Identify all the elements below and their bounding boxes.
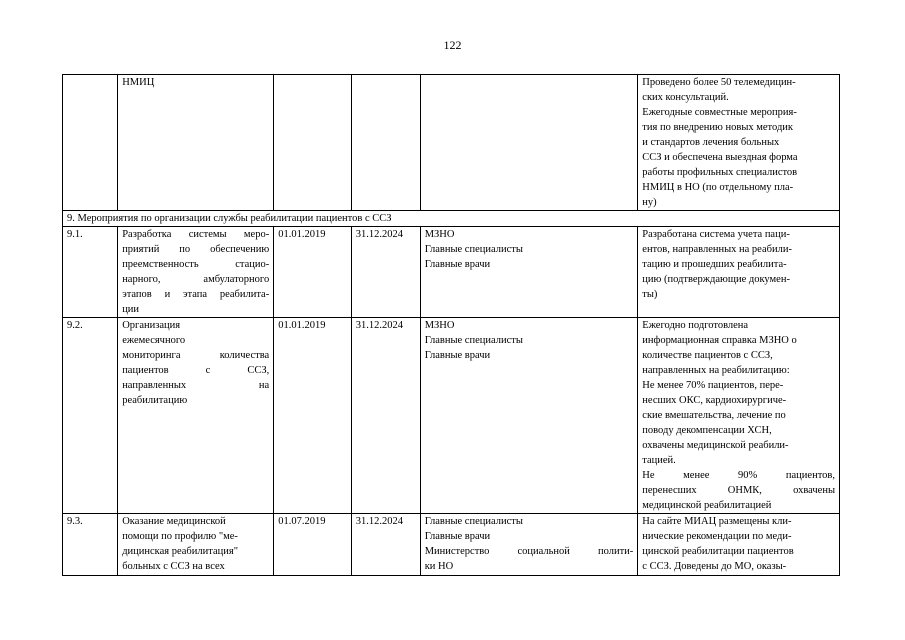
cell-result [638, 227, 840, 318]
table-row-continuation [63, 75, 840, 211]
result-line: Ежегодно подготовлена [642, 320, 749, 331]
cell-name [118, 318, 274, 514]
name-line: нарного, амбулаторного [122, 274, 270, 285]
result-line: НМИЦ в НО (по отдельному пла- [642, 182, 794, 193]
name-line: дицинская реабилитация" [122, 546, 238, 557]
name-line: направленных на [122, 380, 270, 391]
name-line: приятий по обеспечению [122, 244, 270, 255]
result-line: тия по внедрению новых методик [642, 122, 794, 133]
cell-executors [420, 318, 638, 514]
result-line: работы профильных специалистов [642, 167, 798, 178]
page-number: 122 [443, 38, 462, 52]
cell-name [118, 514, 274, 576]
name-line: ции [122, 304, 140, 315]
name-line: мониторинга количества [122, 350, 270, 361]
executor-line: Главные специалисты [424, 335, 523, 346]
result-line: тацией. [642, 455, 676, 466]
result-line: Не менее 70% пациентов, пере- [642, 380, 784, 391]
name-line: помощи по профилю "ме- [122, 531, 238, 542]
table-row-9-3 [63, 514, 840, 576]
section-heading: 9. Мероприятия по организации службы реабилитации пациентов с ССЗ [63, 211, 840, 227]
name-line: преемственность стацио- [122, 259, 270, 270]
result-line: Ежегодные совместные мероприя- [642, 107, 797, 118]
result-line: информационная справка МЗНО о [642, 335, 797, 346]
executor-line: Главные специалисты [424, 516, 523, 527]
result-line: несших ОКС, кардиохирургиче- [642, 395, 787, 406]
cell-result [638, 514, 840, 576]
cell-num [63, 75, 118, 211]
result-line: цинской реабилитации пациентов [642, 546, 794, 557]
cell-executors [420, 514, 638, 576]
name-line: ежемесячного [122, 335, 186, 346]
result-line: Не менее 90% пациентов, [642, 470, 835, 481]
name-line: реабилитацию [122, 395, 188, 406]
result-line: ну) [642, 197, 657, 208]
name-line: этапов и этапа реабилита- [122, 289, 270, 300]
cell-executors [420, 75, 638, 211]
cell-end: 31.12.2024 [351, 318, 420, 514]
cell-num: 9.3. [63, 514, 118, 576]
name-line: Организация [122, 320, 181, 331]
result-line: нические рекомендации по меди- [642, 531, 792, 542]
cell-result [638, 318, 840, 514]
section-heading-row [63, 211, 840, 227]
result-line: На сайте МИАЦ размещены кли- [642, 516, 792, 527]
cell-start: 01.07.2019 [274, 514, 351, 576]
executor-line: Главные врачи [424, 350, 491, 361]
result-line: охвачены медицинской реабили- [642, 440, 789, 451]
result-line: медицинской реабилитацией [642, 500, 772, 511]
table-row-9-2 [63, 318, 840, 514]
cell-end: 31.12.2024 [351, 514, 420, 576]
cell-start: 01.01.2019 [274, 227, 351, 318]
name-line: Оказание медицинской [122, 516, 226, 527]
name-line: Разработка системы меро- [122, 229, 270, 240]
cell-name-text: НМИЦ [122, 77, 155, 88]
executor-line: ки НО [424, 561, 454, 572]
result-line: направленных на реабилитацию: [642, 365, 790, 376]
name-line: больных с ССЗ на всех [122, 561, 225, 572]
result-line: ских консультаций. [642, 92, 729, 103]
cell-end [351, 75, 420, 211]
executor-line: МЗНО [424, 320, 455, 331]
result-line: поводу декомпенсации ХСН, [642, 425, 772, 436]
cell-name [118, 227, 274, 318]
cell-end: 31.12.2024 [351, 227, 420, 318]
result-line: с ССЗ. Доведены до МО, оказы- [642, 561, 787, 572]
cell-name [118, 75, 274, 211]
result-line: ты) [642, 289, 658, 300]
cell-start [274, 75, 351, 211]
result-line: ССЗ и обеспечена выездная форма [642, 152, 798, 163]
executor-line: Главные специалисты [424, 244, 523, 255]
cell-num: 9.2. [63, 318, 118, 514]
cell-num: 9.1. [63, 227, 118, 318]
executor-line: Главные врачи [424, 531, 491, 542]
result-line: Разработана система учета паци- [642, 229, 790, 240]
result-line: тацию и прошедших реабилита- [642, 259, 787, 270]
result-line: и стандартов лечения больных [642, 137, 780, 148]
cell-executors [420, 227, 638, 318]
result-line: Проведено более 50 телемедицин- [642, 77, 796, 88]
executor-line: МЗНО [424, 229, 455, 240]
result-line: ентов, направленных на реабили- [642, 244, 792, 255]
cell-start: 01.01.2019 [274, 318, 351, 514]
executor-line: Министерство социальной полити- [424, 546, 634, 557]
result-line: цию (подтверждающие докумен- [642, 274, 790, 285]
measures-table [62, 74, 840, 576]
executor-line: Главные врачи [424, 259, 491, 270]
result-line: перенесших ОНМК, охвачены [642, 485, 835, 496]
result-line: количестве пациентов с ССЗ, [642, 350, 773, 361]
name-line: пациентов с ССЗ, [122, 365, 270, 376]
result-line: ские вмешательства, лечение по [642, 410, 786, 421]
cell-result [638, 75, 840, 211]
table-row-9-1 [63, 227, 840, 318]
